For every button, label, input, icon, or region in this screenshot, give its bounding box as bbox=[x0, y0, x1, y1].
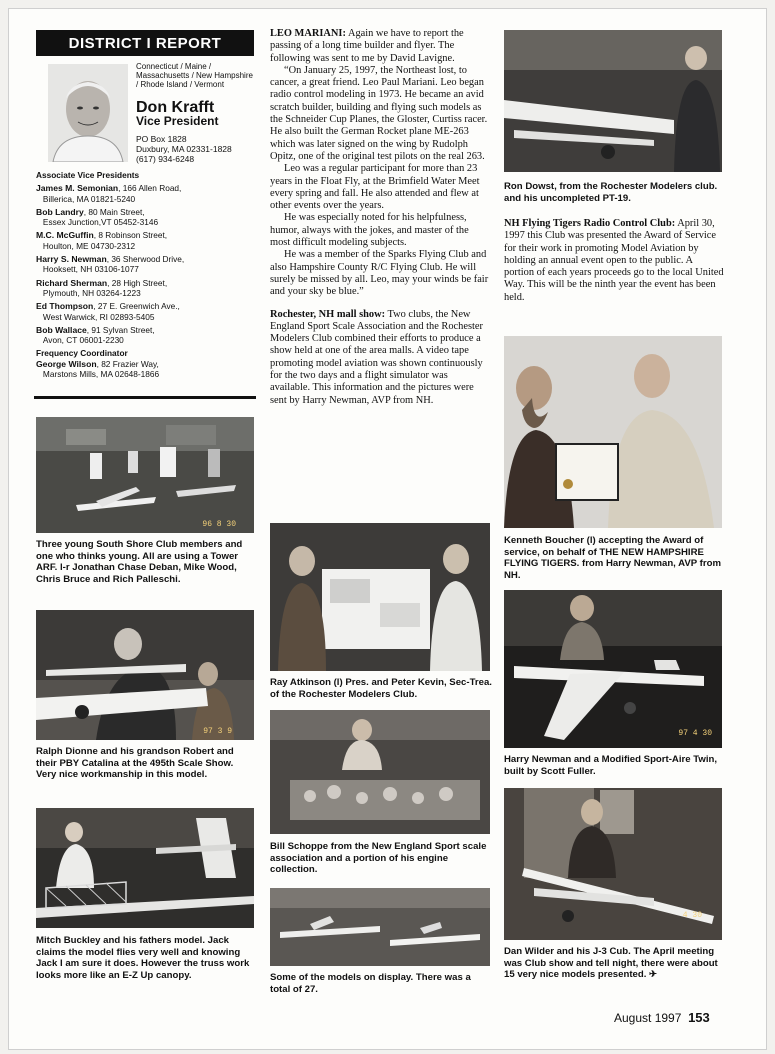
sport-aire-twin-caption: Harry Newman and a Modified Sport-Aire Twin, built by Scott Fuller. bbox=[504, 754, 718, 777]
associate-entry: James M. Semonian, 166 Allen Road, Billerica, MA 01821-5240 bbox=[36, 183, 182, 204]
paragraph: He was a member of the Sparks Flying Club and also Hampshire County R/C Flying Club. He will surely be missed by all. Leo, may your winds be fair and your sky be blue.” bbox=[270, 249, 489, 298]
vp-portrait-photo bbox=[48, 64, 128, 162]
associate-vp-list bbox=[36, 170, 256, 379]
photo-date-stamp: 96 8 30 bbox=[202, 520, 236, 529]
photo-date-stamp: 97 4 30 bbox=[678, 729, 712, 738]
engine-collection-photo bbox=[270, 710, 490, 834]
sport-aire-twin-photo bbox=[504, 590, 722, 748]
page-footer bbox=[614, 1010, 710, 1025]
vp-phone: (617) 934-6248 bbox=[136, 154, 195, 164]
rochester-heading: Rochester, NH mall show: bbox=[270, 308, 386, 320]
page-number: 153 bbox=[688, 1010, 710, 1025]
issue-date: August 1997 bbox=[614, 1011, 682, 1025]
award-photo bbox=[504, 336, 722, 528]
award-caption: Kenneth Boucher (l) accepting the Award of service, on behalf of THE NEW HAMPSHIRE FLYING TIGERS. from Harry Newman, AVP from NH. bbox=[504, 535, 721, 581]
associate-entry: Harry S. Newman, 36 Sherwood Drive, Hooksett, NH 03106-1077 bbox=[36, 254, 185, 275]
frequency-heading: Frequency Coordinator bbox=[36, 348, 128, 359]
rochester-paragraph: Rochester, NH mall show: Two clubs, the New England Sport Scale Association and the Rochester Modelers Club combined their efforts to produce a show held at one of the area malls. A video tape promoting model aviation was shown continuously for the two days and a flight simulator was available. This information and the pictures were sent by Harry Newman, AVP from NH. bbox=[270, 308, 483, 406]
vp-address-line: PO Box 1828 bbox=[136, 134, 187, 144]
mariani-heading: LEO MARIANI: bbox=[270, 28, 346, 39]
associate-entry: Bob Landry, 80 Main Street, Essex Junction,VT 05452-3146 bbox=[36, 206, 159, 228]
mariani-intro: LEO MARIANI: Again we have to report the passing of a long time builder and flyer. The following was sent to me by David Lavigne. bbox=[270, 28, 464, 64]
photo-date-stamp: 97 3 9 bbox=[203, 727, 232, 736]
models-display-photo bbox=[270, 888, 490, 966]
section-divider bbox=[34, 396, 256, 399]
article-column-middle bbox=[270, 28, 490, 407]
frequency-entry: George Wilson, 82 Frazier Way, Marstons Mills, MA 02648-1866 bbox=[36, 358, 160, 380]
j3-cub-caption: Dan Wilder and his J-3 Cub. The April meeting was Club show and tell night, there were about 15 very nice models presented. ✈ bbox=[504, 946, 718, 981]
rochester-officers-caption: Ray Atkinson (l) Pres. and Peter Kevin, Sec-Trea. of the Rochester Modelers Club. bbox=[270, 677, 492, 700]
vp-name: Don Krafft bbox=[136, 99, 215, 116]
vp-title: Vice President bbox=[136, 114, 219, 128]
tower-arf-caption: Three young South Shore Club members and one who thinks young. All are using a Tower ARF. l-r Jonathan Chase Deban, Mike Wood, Chris Bruce and Rich Palleschi. bbox=[36, 539, 243, 585]
photo-date-stamp: 4 30 bbox=[682, 911, 702, 920]
pby-catalina-photo bbox=[36, 610, 254, 740]
paragraph: Leo was a regular participant for more than 23 years in the Float Fly, at the Brimfield Water Meet every spring and fall. He also attended and flew at other events over the years. bbox=[270, 163, 480, 212]
associate-entry: Richard Sherman, 28 High Street, Plymouth, NH 03264-1223 bbox=[36, 277, 168, 298]
flying-tigers-heading: NH Flying Tigers Radio Control Club: bbox=[504, 218, 676, 229]
truss-model-photo bbox=[36, 808, 254, 928]
paragraph: “On January 25, 1997, the Northeast lost, to cancer, a great friend. Leo Paul Mariani. Leo began radio control modeling in 1973. He became an avid scratch builder, building and flying such models as the Schneider Cup Planes, the Gloster, Curtiss racer. He also built the German Rocket plane ME-263 which was later signed on the wing by Rudolph Opitz, one of the original test pilots on the real 263. bbox=[270, 64, 488, 162]
pby-catalina-caption: Ralph Dionne and his grandson Robert and their PBY Catalina at the 495th Scale Show. Very nice workmanship in this model. bbox=[36, 746, 234, 781]
associate-entry: Bob Wallace, 91 Sylvan Street, Avon, CT 06001-2230 bbox=[36, 324, 155, 346]
engine-collection-caption: Bill Schoppe from the New England Sport scale association and a portion of his engine collection. bbox=[270, 841, 487, 876]
paragraph: He was especially noted for his helpfulness, humor, always with the jokes, and master of the most difficult modeling subjects. bbox=[270, 212, 469, 249]
rochester-officers-photo bbox=[270, 523, 490, 671]
article-column-right bbox=[504, 218, 724, 304]
pt19-photo bbox=[504, 30, 722, 172]
vp-address-line: Duxbury, MA 02331-1828 bbox=[136, 144, 232, 154]
models-display-caption: Some of the models on display. There was a total of 27. bbox=[270, 972, 471, 995]
vp-address bbox=[136, 134, 232, 164]
associate-entry: M.C. McGuffin, 8 Robinson Street, Houlton, ME 04730-2312 bbox=[36, 230, 168, 251]
end-mark-icon: ✈ bbox=[649, 969, 658, 981]
region-states: Connecticut / Maine / Massachusetts / New Hampshire / Rhode Island / Vermont bbox=[136, 62, 253, 89]
associate-entry: Ed Thompson, 27 E. Greenwich Ave., West Warwick, RI 02893-5405 bbox=[36, 301, 180, 322]
pt19-caption: Ron Dowst, from the Rochester Modelers club. and his uncompleted PT-19. bbox=[504, 181, 718, 204]
aircraft-registration: N2038A bbox=[550, 662, 572, 668]
truss-model-caption: Mitch Buckley and his fathers model. Jack claims the model flies very well and knowing Jack I am sure it does. However the truss work looks more like an E-Z Up canopy. bbox=[36, 935, 250, 981]
associates-heading: Associate Vice Presidents bbox=[36, 170, 140, 180]
section-banner: DISTRICT I REPORT bbox=[36, 30, 254, 56]
tower-arf-photo bbox=[36, 417, 254, 533]
j3-cub-photo bbox=[504, 788, 722, 940]
flying-tigers-paragraph: NH Flying Tigers Radio Control Club: April 30, 1997 this Club was presented the Award of Service for their work in promoting Model Aviation by holding an annual event open to the public. A portion of each years proceeds go to the local United Way. This will be the ninth year the event has been held. bbox=[504, 218, 724, 303]
